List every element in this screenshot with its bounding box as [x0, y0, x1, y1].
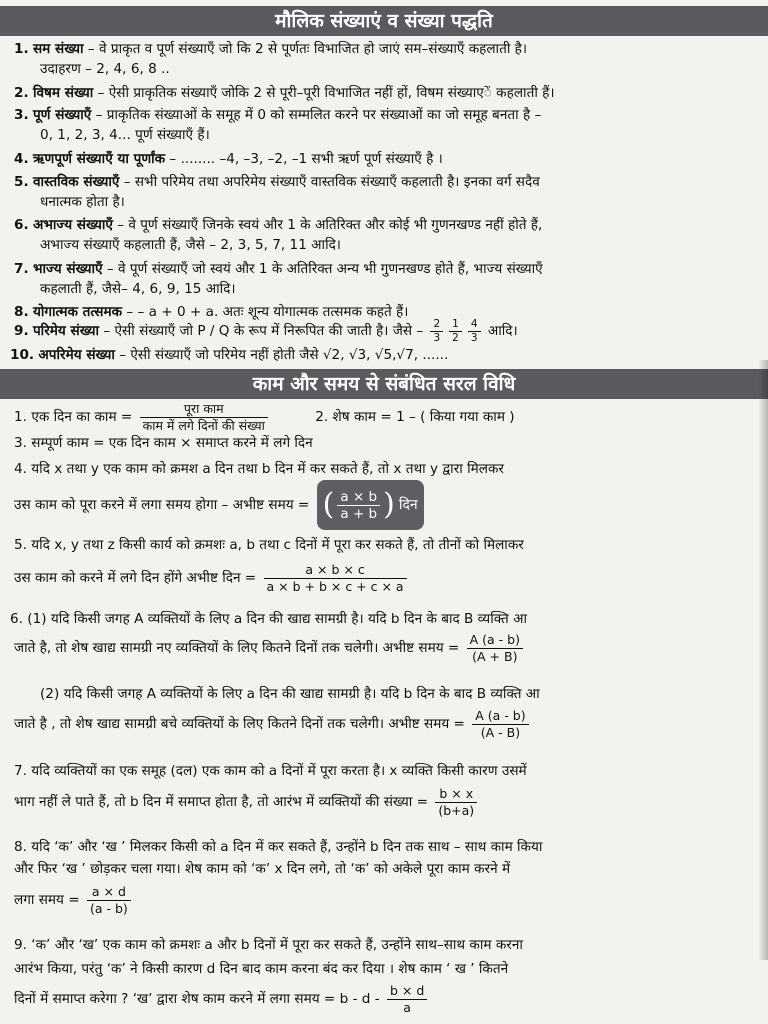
section-header-number-systems: [0, 6, 768, 36]
formula-row: [40, 685, 760, 703]
section-header-work-time: [0, 369, 768, 399]
formula-text: आरंभ किया, परंतु ‘क’ ने किसी कारण d दिन बाद काम करना बंद कर दिया । शेष काम ‘ ख ’ कितने: [14, 961, 509, 977]
formula-text: 6. (1) यदि किसी जगह A व्यक्तियों के लिए a दिन की खाद्य सामग्री है। यदि b दिन के बाद B व्यक्ति आ: [10, 611, 527, 627]
formula-text: जाते है , तो शेष खाद्य सामग्री बचे व्यक्तियों के लिए कितने दिनों तक चलेगी। अभीष्ट समय =: [14, 716, 465, 732]
dash: –: [112, 217, 129, 233]
unit: दिन: [398, 497, 418, 513]
fraction: [435, 787, 477, 818]
term: पूर्ण संख्याएँ: [32, 107, 92, 123]
denominator: 2: [452, 331, 459, 344]
term: विषम संख्या: [32, 85, 94, 101]
formula-remaining-work: 2. शेष काम = 1 – ( किया गया काम ): [315, 409, 515, 425]
highlight-formula-box: [317, 480, 424, 530]
list-item: [14, 106, 760, 124]
formula-text: लगा समय =: [14, 892, 80, 908]
term: अभाज्य संख्याएँ: [32, 217, 113, 233]
formula-row: [14, 480, 760, 530]
list-item-cont: [40, 60, 768, 78]
numerator: a × d: [87, 885, 131, 901]
example: 0, 1, 2, 3, 4... पूर्ण संख्याएँ हैं।: [40, 127, 210, 143]
formula-text: (2) यदि किसी जगह A व्यक्तियों के लिए a दिन की खाद्य सामग्री है। यदि b दिन के बाद B व्यक्ति आ: [40, 686, 540, 702]
dash: –: [102, 261, 118, 277]
numerator: b × d: [387, 984, 427, 1000]
definition-cont: कहलाती हैं, जैसे– 4, 6, 9, 15 आदि।: [40, 281, 236, 297]
numerator: b × x: [435, 787, 477, 803]
denominator: काम में लगे दिनों की संख्या: [142, 417, 265, 433]
formula-lhs: एक दिन का काम =: [31, 409, 133, 425]
item-number: 10.: [10, 347, 35, 363]
list-item: [14, 84, 760, 102]
dash: –: [93, 85, 109, 101]
item-number: 1.: [14, 41, 29, 57]
section-title: मौलिक संख्याएं व संख्या पद्धति: [275, 10, 493, 32]
list-item-cont: [40, 126, 768, 144]
numerator: 1: [449, 319, 462, 332]
denominator: a + b: [340, 505, 378, 522]
formula-row: [14, 880, 760, 920]
suffix: आदि।: [487, 323, 518, 339]
formula-text: 9. ‘क’ और ‘ख’ एक काम को क्रमशः a और b दिनों में पूरा कर सकते हैं, उन्होंने साथ–साथ काम करना: [14, 937, 523, 953]
denominator: (A - B): [480, 724, 521, 740]
dash: –: [91, 107, 107, 123]
list-item-cont: [40, 193, 768, 211]
item-number: 4.: [14, 151, 29, 167]
formula-row: [14, 860, 760, 878]
example: उदाहरण – 2, 4, 6, 8 ..: [40, 61, 170, 77]
formula-text: 8. यदि ‘क’ और ‘ख ’ मिलकर किसी को a दिन में कर सकते हैं, उन्होंने b दिन तक साथ – साथ काम किया: [14, 839, 543, 855]
formula-text: दिनों में समाप्त करेगा ? ‘ख’ द्वारा शेष काम करने में लगा समय = b - d -: [14, 991, 380, 1007]
definition: – a + 0 + a. अतः शून्य योगात्मक तत्समक कहते हैं।: [137, 304, 409, 320]
fraction: [264, 563, 407, 594]
numerator: पूरा काम: [140, 402, 268, 418]
formula-row: [14, 460, 760, 478]
numerator: a × b: [337, 490, 380, 506]
formula-text: और फिर ‘ख ’ छोड़कर चला गया। शेष काम को ‘क’ x दिन लगे, तो ‘क’ को अकेले पूरा काम करने में: [14, 861, 511, 877]
formula-row: [14, 558, 760, 598]
formula-text: भाग नहीं ले पाते हैं, तो b दिन में समाप्त होता है, तो आरंभ में व्यक्तियों की संख्या =: [14, 794, 428, 810]
list-item: [10, 346, 756, 364]
dash: –: [99, 323, 115, 339]
numerator: A (a - b): [472, 709, 528, 725]
formula-row: [14, 704, 760, 744]
denominator: a: [403, 999, 411, 1015]
formula-text: 7. यदि व्यक्तियों का एक समूह (दल) एक काम को a दिनों में पूरा करता है। x व्यक्ति किसी कारण उसमें: [14, 763, 527, 779]
formula-text: 4. यदि x तथा y एक काम को क्रमश a दिन तथा b दिन में कर सकते हैं, तो x तथा y द्वारा मिलकर: [14, 461, 504, 477]
list-item: [14, 260, 760, 278]
fraction: [468, 319, 481, 344]
item-number: 7.: [14, 261, 29, 277]
formula-row: [10, 610, 756, 628]
definition-cont: अभाज्य संख्याएँ कहलाती हैं, जैसे – 2, 3, 5, 7, 11 आदि।: [40, 237, 341, 253]
dash: –: [83, 41, 100, 57]
formula-row: [14, 434, 760, 452]
fraction: [449, 319, 462, 344]
item-number: 5.: [14, 174, 29, 190]
definition: वे पूर्ण संख्याएँ जिनके स्वयं और 1 के अतिरिक्त और कोई भी गुणनखण्ड नहीं होते हैं,: [128, 217, 543, 233]
formula-row: [14, 782, 760, 822]
denominator: a × b + b × c + c × a: [266, 578, 404, 594]
dash: –: [122, 304, 138, 320]
dash: –: [119, 174, 135, 190]
fraction: [87, 885, 131, 916]
denominator: 3: [433, 331, 441, 344]
definition: वे पूर्ण संख्याएँ जो स्वयं और 1 के अतिरिक्त अन्य भी गुणनखण्ड होते हैं, भाज्य संख्याएँ: [117, 261, 543, 277]
list-item: [14, 216, 760, 234]
denominator: (a - b): [89, 900, 128, 916]
item-number: 3.: [14, 107, 29, 123]
formula-text: 5. यदि x, y तथा z किसी कार्य को क्रमशः a, b तथा c दिनों में पूरा कर सकते हैं, तो तीनों को मिलाकर: [14, 537, 524, 553]
term: भाज्य संख्याएँ: [32, 261, 103, 277]
formula-row: [14, 838, 760, 856]
dash: –: [114, 347, 131, 363]
paren-right: ): [383, 487, 395, 522]
item-number: 1.: [14, 409, 27, 425]
term: ऋणपूर्ण संख्याएँ या पूर्णांक: [32, 151, 166, 167]
term: वास्तविक संख्याएँ: [32, 174, 120, 190]
definition: ........ –4, –3, –2, –1 सभी ऋर्ण पूर्ण संख्याएँ है ।: [180, 151, 443, 167]
list-item: [14, 150, 760, 168]
numerator: 2: [430, 319, 443, 332]
item-number: 6.: [14, 217, 29, 233]
paren-left: (: [322, 487, 335, 522]
fraction: [430, 319, 443, 344]
formula-row: [14, 980, 760, 1018]
fraction: [472, 709, 528, 740]
list-item-cont: [40, 236, 768, 254]
definition: सभी परिमेय तथा अपरिमेय संख्याएँ वास्तविक संख्याएँ कहलाती है। इनका वर्ग सदैव: [134, 174, 540, 190]
list-item: [14, 40, 760, 58]
denominator: 3: [470, 331, 478, 344]
item-number: 9.: [14, 323, 29, 339]
formula-text: जाते है, तो शेष खाद्य सामग्री नए व्यक्तियों के लिए कितने दिनों तक चलेगी। अभीष्ट समय =: [14, 640, 460, 656]
list-item-cont: [40, 280, 768, 298]
formula-row: [14, 960, 760, 978]
item-number: 8.: [14, 304, 29, 320]
definition: ऐसी संख्याएँ जो परिमेय नहीं होती जैसे √2, √3, √5,√7, ......: [130, 347, 449, 363]
formula-text: उस काम को करने में लगे दिन होंगे अभीष्ट दिन =: [14, 570, 257, 586]
list-item: [14, 173, 760, 191]
term: सम संख्या: [32, 41, 84, 57]
formula-row: [14, 762, 760, 780]
definition: ऐसी संख्याएँ जो P / Q के रूप में निरूपित की जाती है। जैसे –: [114, 323, 424, 339]
denominator: (A + B): [472, 648, 518, 664]
numerator: 4: [468, 319, 481, 332]
numerator: a × b × c: [264, 563, 407, 579]
denominator: (b+a): [438, 802, 475, 818]
list-item: [14, 318, 760, 344]
fraction: [140, 402, 268, 433]
dash: –: [165, 151, 181, 167]
formula-row: [14, 936, 760, 954]
numerator: A (a - b): [467, 633, 523, 649]
section-title: काम और समय से संबंधित सरल विधि: [252, 373, 516, 395]
formula-row: [14, 400, 760, 434]
term: अपरिमेय संख्या: [38, 347, 115, 363]
definition: ऐसी प्राकृतिक संख्याएँ जोकि 2 से पूरी–पूरी विभाजित नहीं हों, विषम संख्याएें कहलाती हैं।: [108, 85, 555, 101]
fraction: [337, 490, 380, 521]
fraction: [387, 984, 427, 1015]
page-edge-shadow: [758, 360, 768, 960]
item-number: 2.: [14, 85, 29, 101]
fraction: [467, 633, 523, 664]
definition-cont: धनात्मक होता है।: [40, 194, 125, 210]
definition: वे प्राकृत व पूर्ण संख्याएँ जो कि 2 से पूर्णतः विभाजित हो जाएं सम–संख्याएँ कहलाती है।: [99, 41, 528, 57]
term: परिमेय संख्या: [32, 323, 100, 339]
formula-total-work: 3. सम्पूर्ण काम = एक दिन काम × समाप्त करने में लगे दिन: [14, 435, 313, 451]
formula-row: [14, 628, 760, 668]
formula-row: [14, 536, 760, 554]
term: योगात्मक तत्समक: [32, 304, 123, 320]
definition: प्राकृतिक संख्याओं के समूह में 0 को सम्मलित करने पर संख्याओं का जो समूह बनता है –: [106, 107, 542, 123]
formula-text: उस काम को पूरा करने में लगा समय होगा – अभीष्ट समय =: [14, 497, 310, 513]
